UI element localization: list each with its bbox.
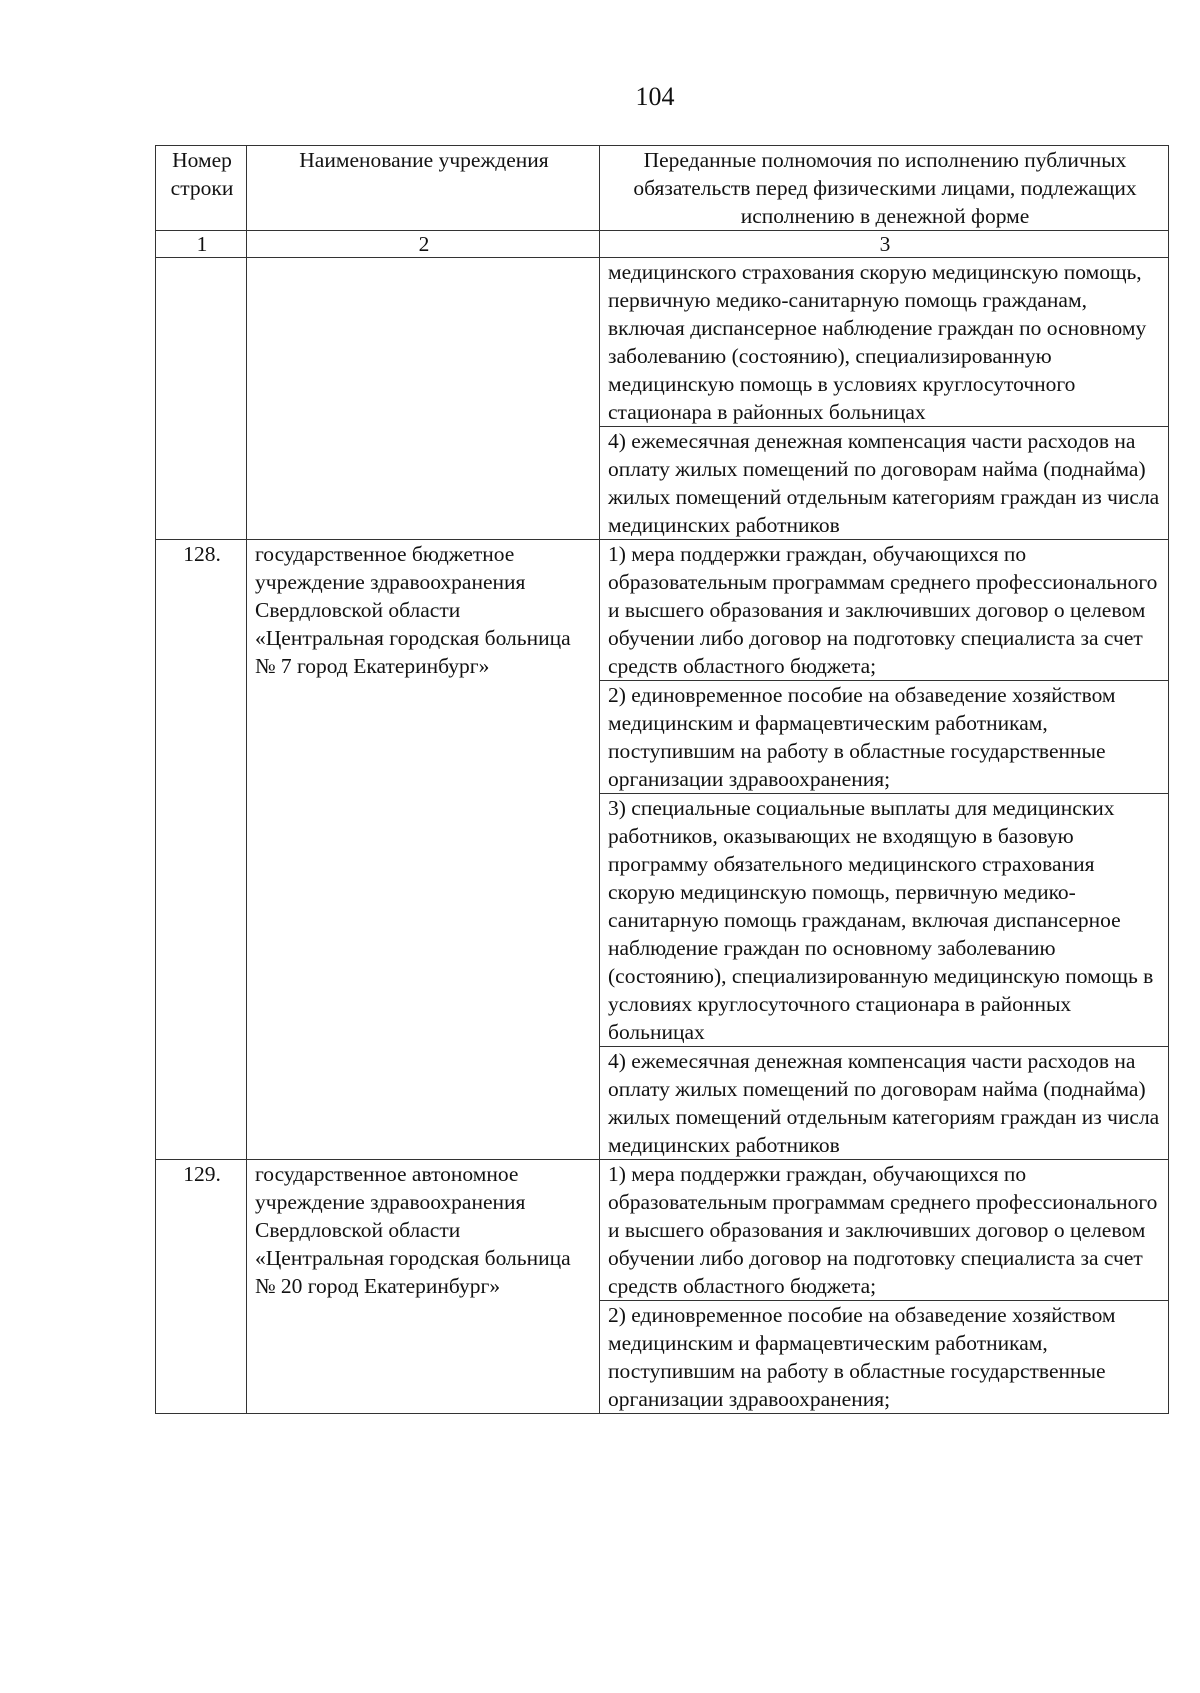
institution-cell: государственное бюджетное учреждение здравоохранения Свердловской области «Центральная городская больница № 7 город Екатеринбург» — [247, 540, 600, 1160]
institution-cell — [247, 258, 600, 540]
row-number-cell: 128. — [156, 540, 247, 1160]
column-number-1: 1 — [156, 231, 247, 258]
institution-cell: государственное автономное учреждение здравоохранения Свердловской области «Центральная городская больница № 20 город Екатеринбург» — [247, 1160, 600, 1414]
power-cell: 2) единовременное пособие на обзаведение хозяйством медицинским и фармацевтическим работникам, поступившим на работу в областные государственные организации здравоохранения; — [600, 1301, 1169, 1414]
power-cell: 1) мера поддержки граждан, обучающихся по образовательным программам среднего профессионального и высшего образования и заключивших договор о целевом обучении либо договор на подготовку специалиста за счет средств областного бюджета; — [600, 540, 1169, 681]
power-cell: медицинского страхования скорую медицинскую помощь, первичную медико-санитарную помощь гражданам, включая диспансерное наблюдение граждан по основному заболеванию (состоянию), специализированную медицинскую помощь в условиях круглосуточного стационара в районных больницах — [600, 258, 1169, 427]
header-institution-name: Наименование учреждения — [247, 146, 600, 231]
powers-table — [155, 145, 1169, 1414]
power-cell: 4) ежемесячная денежная компенсация части расходов на оплату жилых помещений по договорам найма (поднайма) жилых помещений отдельным категориям граждан из числа медицинских работников — [600, 1047, 1169, 1160]
column-number-row — [156, 231, 1169, 258]
row-number-cell — [156, 258, 247, 540]
table-row — [156, 540, 1169, 681]
table-row — [156, 258, 1169, 427]
power-cell: 3) специальные социальные выплаты для медицинских работников, оказывающих не входящую в базовую программу обязательного медицинского страхования скорую медицинскую помощь, первичную медико-санитарную помощь гражданам, включая диспансерное наблюдение граждан по основному заболеванию (состоянию), специализированную медицинскую помощь в условиях круглосуточного стационара в районных больницах — [600, 794, 1169, 1047]
header-transferred-powers: Переданные полномочия по исполнению публичных обязательств перед физическими лицами, подлежащих исполнению в денежной форме — [600, 146, 1169, 231]
column-number-3: 3 — [600, 231, 1169, 258]
row-number-cell: 129. — [156, 1160, 247, 1414]
page-number: 104 — [635, 82, 675, 111]
header-row-number: Номер строки — [156, 146, 247, 231]
power-cell: 2) единовременное пособие на обзаведение хозяйством медицинским и фармацевтическим работникам, поступившим на работу в областные государственные организации здравоохранения; — [600, 681, 1169, 794]
table-header-row — [156, 146, 1169, 231]
power-cell: 4) ежемесячная денежная компенсация части расходов на оплату жилых помещений по договорам найма (поднайма) жилых помещений отдельным категориям граждан из числа медицинских работников — [600, 427, 1169, 540]
column-number-2: 2 — [247, 231, 600, 258]
table-row — [156, 1160, 1169, 1301]
power-cell: 1) мера поддержки граждан, обучающихся по образовательным программам среднего профессионального и высшего образования и заключивших договор о целевом обучении либо договор на подготовку специалиста за счет средств областного бюджета; — [600, 1160, 1169, 1301]
